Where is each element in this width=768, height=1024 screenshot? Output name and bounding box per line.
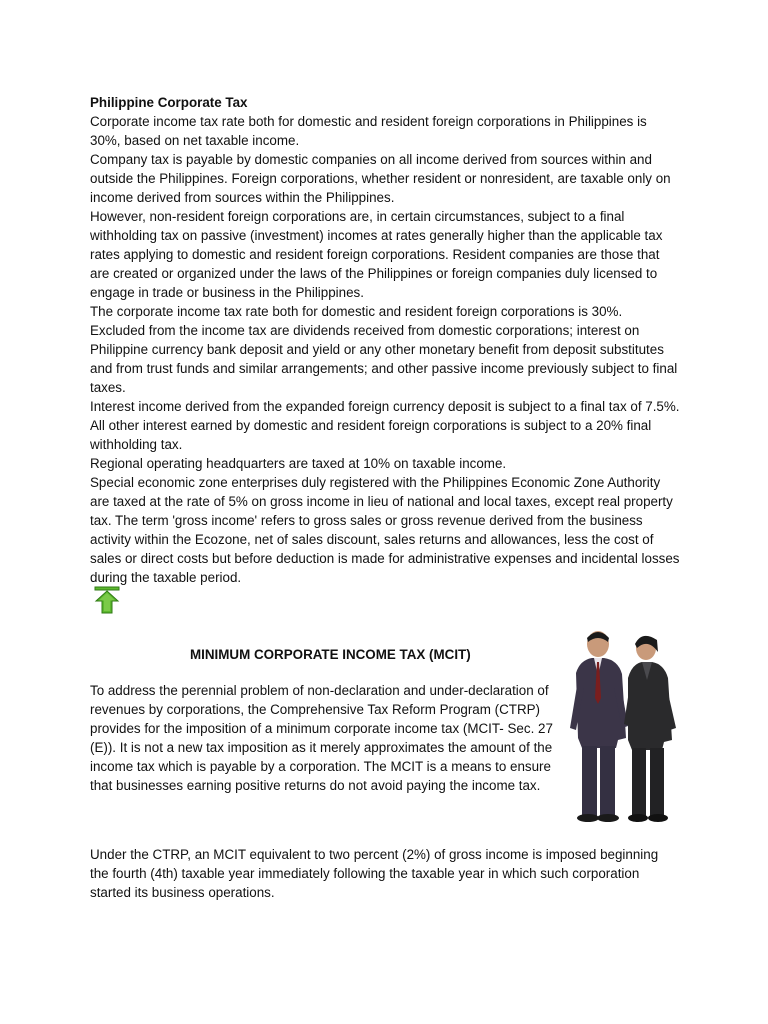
paragraph-interest-income: Interest income derived from the expanded foreign currency deposit is subject to a final tax of 7.5%. All other interest earned by domestic and resident foreign corporations is subject to a 20% final withholding tax.: [90, 399, 680, 452]
two-businessmen-illustration: [562, 628, 684, 828]
paragraph-exclusions: The corporate income tax rate both for domestic and resident foreign corporations is 30%. Excluded from the income tax are dividends received from domestic corporations; interest on Philippine currency bank deposit and yield or any other monetary benefit from deposit substitutes and from trust funds and similar arrangements; and other passive income previously subject to final taxes.: [90, 304, 678, 395]
paragraph-mcit-rate: Under the CTRP, an MCIT equivalent to two percent (2%) of gross income is imposed beginning the fourth (4th) taxable year immediately following the taxable year in which such corporation started its business operations.: [90, 847, 659, 900]
section-heading-mcit: MINIMUM CORPORATE INCOME TAX (MCIT): [190, 647, 471, 662]
paragraph-mcit-intro: To address the perennial problem of non-declaration and under-declaration of revenues by corporations, the Comprehensive Tax Reform Program (CTRP) provides for the imposition of a minimum corporate income tax (MCIT- Sec. 27 (E)). It is not a new tax imposition as it merely approximates the amount of the income tax which is payable by a corporation. The MCIT is a means to ensure that businesses earning positive returns do not avoid paying the income tax.: [90, 683, 553, 793]
paragraph-company-tax: Company tax is payable by domestic companies on all income derived from sources within and outside the Philippines. Foreign corporations, whether resident or nonresident, are taxable only on income derived from sources within the Philippines.: [90, 152, 671, 205]
paragraph-roh: Regional operating headquarters are taxed at 10% on taxable income.: [90, 456, 507, 471]
paragraph-nonresident: However, non-resident foreign corporations are, in certain circumstances, subject to a final withholding tax on passive (investment) incomes at rates generally higher than the applicable tax rates applying to domestic and resident foreign corporations. Resident companies are those that are created or organized under the laws of the Philippines or foreign companies duly licensed to engage in trade or business in the Philippines.: [90, 209, 663, 300]
paragraph-ecozone: Special economic zone enterprises duly registered with the Philippines Economic Zone Authority are taxed at the rate of 5% on gross income in lieu of national and local taxes, except real property tax. The term 'gross income' refers to gross sales or gross revenue derived from the business activity within the Ecozone, net of sales discount, sales returns and allowances, less the cost of sales or direct costs but before deduction is made for administrative expenses and incidental losses during the taxable period.: [90, 475, 680, 585]
document-title: Philippine Corporate Tax: [90, 95, 248, 110]
paragraph-tax-rate: Corporate income tax rate both for domestic and resident foreign corporations in Philippines is 30%, based on net taxable income.: [90, 114, 647, 148]
up-arrow-icon[interactable]: [94, 586, 120, 614]
corporate-tax-section: [90, 93, 680, 587]
